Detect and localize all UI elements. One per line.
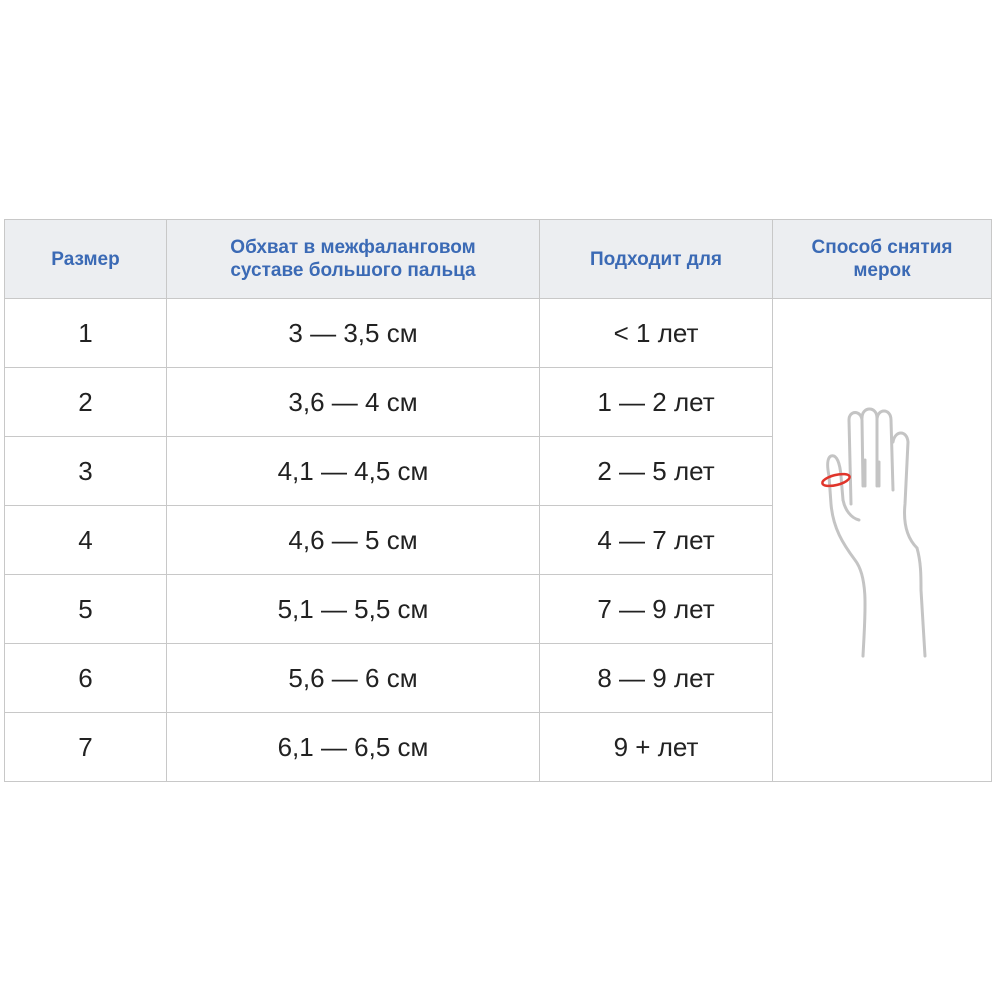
girth-cell: 3,6 — 4 см: [167, 368, 540, 437]
fits-cell: < 1 лет: [540, 299, 773, 368]
size-cell: 3: [5, 437, 167, 506]
header-size: Размер: [5, 220, 167, 299]
hand-measurement-icon: [807, 400, 957, 680]
fits-cell: 8 — 9 лет: [540, 644, 773, 713]
girth-cell: 3 — 3,5 см: [167, 299, 540, 368]
girth-cell: 5,6 — 6 см: [167, 644, 540, 713]
header-measure-method-label: Способ снятия мерок: [811, 237, 953, 281]
size-cell: 7: [5, 713, 167, 782]
fits-cell: 2 — 5 лет: [540, 437, 773, 506]
header-fits: Подходит для: [540, 220, 773, 299]
hand-outline: [828, 409, 925, 656]
girth-cell: 4,6 — 5 см: [167, 506, 540, 575]
fits-cell: 1 — 2 лет: [540, 368, 773, 437]
table-header-row: [5, 220, 992, 299]
girth-cell: 6,1 — 6,5 см: [167, 713, 540, 782]
header-girth-label: Обхват в межфаланговом суставе большого пальца: [230, 237, 476, 281]
header-girth: [167, 220, 540, 299]
girth-cell: 4,1 — 4,5 см: [167, 437, 540, 506]
size-cell: 6: [5, 644, 167, 713]
size-cell: 5: [5, 575, 167, 644]
measure-method-cell: [773, 299, 992, 782]
header-measure-method: [773, 220, 992, 299]
size-cell: 4: [5, 506, 167, 575]
size-cell: 1: [5, 299, 167, 368]
table-row: [5, 299, 992, 368]
fits-cell: 7 — 9 лет: [540, 575, 773, 644]
fits-cell: 4 — 7 лет: [540, 506, 773, 575]
size-chart-table: [4, 219, 992, 782]
girth-cell: 5,1 — 5,5 см: [167, 575, 540, 644]
size-cell: 2: [5, 368, 167, 437]
thumb-measure-marker: [821, 472, 851, 488]
fits-cell: 9 + лет: [540, 713, 773, 782]
